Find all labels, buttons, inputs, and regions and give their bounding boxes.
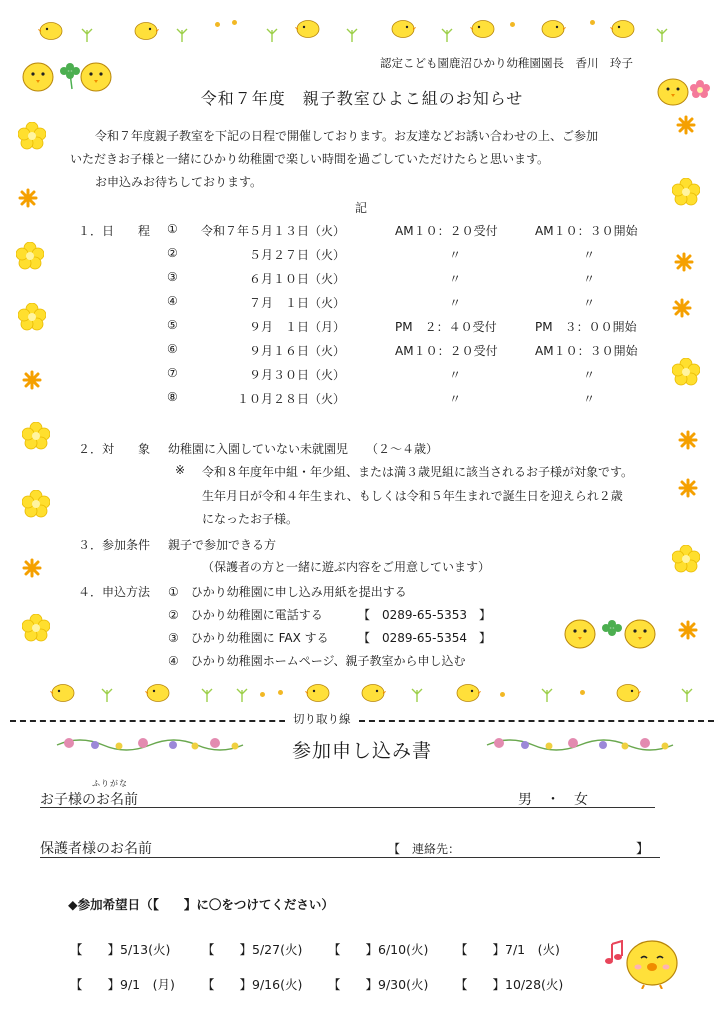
- star-flower-icon: [678, 620, 698, 640]
- guardian-name-underline: [40, 857, 660, 858]
- child-name-underline: [40, 807, 655, 808]
- schedule-date: ５月２７日（火）: [248, 248, 345, 262]
- ki-mark: 記: [355, 201, 368, 215]
- singing-chick-icon: [622, 937, 682, 989]
- chick-icon: [145, 680, 171, 702]
- condition-label: ３．参加条件: [78, 538, 151, 552]
- dot-decoration: [510, 22, 515, 27]
- schedule-reception: AM１０：２０受付: [395, 224, 498, 238]
- date-option-9-30[interactable]: 【 】9/30(火): [328, 977, 429, 992]
- child-name-field[interactable]: [170, 786, 500, 806]
- schedule-reception: AM１０：２０受付: [395, 344, 498, 358]
- furigana-label: ふりがな: [92, 779, 128, 788]
- target-note-mark: ※: [175, 463, 186, 477]
- apply-method: ① ひかり幼稚園に申し込み用紙を提出する: [168, 585, 407, 599]
- dot-decoration: [260, 692, 265, 697]
- intro-paragraph: [70, 125, 670, 194]
- target-note: になったお子様。: [202, 512, 299, 526]
- schedule-num: ⑧: [167, 390, 178, 404]
- chick-icon: [305, 680, 331, 702]
- sprig-icon: [540, 686, 554, 702]
- chick-icon: [38, 18, 64, 40]
- target-label: ２．対 象: [78, 442, 151, 456]
- schedule-reception: 〃: [448, 296, 461, 310]
- child-name-label: お子様のお名前: [40, 792, 138, 808]
- schedule-date: １０月２８日（火）: [236, 392, 345, 406]
- schedule-reception: 〃: [448, 392, 461, 406]
- schedule-num: ⑦: [167, 366, 178, 380]
- schedule-date: ９月１６日（火）: [248, 344, 345, 358]
- flower-icon: [672, 545, 700, 573]
- dot-decoration: [232, 20, 237, 25]
- schedule-start: AM１０：３０開始: [535, 224, 638, 238]
- sprig-icon: [265, 26, 279, 42]
- star-flower-icon: [18, 188, 38, 208]
- chick-icon: [540, 16, 566, 38]
- schedule-reception: 〃: [448, 248, 461, 262]
- sprig-icon: [175, 26, 189, 42]
- schedule-start: 〃: [582, 248, 595, 262]
- schedule-date: 令和７年５月１３日（火）: [200, 224, 345, 238]
- star-flower-icon: [672, 298, 692, 318]
- preference-heading: ◆参加希望日（【 】に〇をつけてください）: [68, 897, 334, 912]
- apply-method: ④ ひかり幼稚園ホームページ、親子教室から申し込む: [168, 654, 466, 668]
- schedule-start: 〃: [582, 296, 595, 310]
- star-flower-icon: [676, 115, 696, 135]
- schedule-date: ６月１０日（火）: [248, 272, 345, 286]
- flower-icon: [16, 242, 44, 270]
- cut-line-label: 切り取り線: [285, 711, 359, 727]
- contact-field[interactable]: [465, 836, 630, 856]
- apply-method: ② ひかり幼稚園に電話する: [168, 608, 323, 622]
- condition-text: 親子で参加できる方: [168, 538, 277, 552]
- date-option-9-1[interactable]: 【 】9/1 (月): [70, 977, 175, 992]
- page-title: 令和７年度 親子教室ひよこ組のお知らせ: [200, 89, 524, 108]
- schedule-start: 〃: [582, 368, 595, 382]
- schedule-label: １．日 程: [78, 224, 151, 238]
- target-note: 令和８年度年中組・年少組、または満３歳児組に該当されるお子様が対象です。: [202, 465, 634, 479]
- chick-icon: [610, 16, 636, 38]
- schedule-num: ⑥: [167, 342, 178, 356]
- dot-decoration: [278, 690, 283, 695]
- sprig-icon: [680, 686, 694, 702]
- star-flower-icon: [678, 478, 698, 498]
- schedule-date: ９月 １日（月）: [248, 320, 345, 334]
- date-option-5-27[interactable]: 【 】5/27(火): [202, 942, 303, 957]
- schedule-start: 〃: [582, 272, 595, 286]
- schedule-num: ①: [167, 222, 178, 236]
- cut-line: [10, 720, 714, 722]
- schedule-start: 〃: [582, 392, 595, 406]
- schedule-num: ④: [167, 294, 178, 308]
- star-flower-icon: [22, 558, 42, 578]
- intro-line: 令和７年度親子教室を下記の日程で開催しております。お友達などお誘い合わせの上、ご参加: [95, 129, 599, 143]
- apply-method: ③ ひかり幼稚園に FAX する: [168, 631, 329, 645]
- date-option-6-10[interactable]: 【 】6/10(火): [328, 942, 429, 957]
- star-flower-icon: [678, 430, 698, 450]
- flower-icon: [22, 422, 50, 450]
- date-option-10-28[interactable]: 【 】10/28(火): [455, 977, 564, 992]
- schedule-date: ７月 １日（火）: [248, 296, 345, 310]
- target-note: 生年月日が令和４年生まれ、もしくは令和５年生まれで誕生日を迎えられ２歳: [202, 489, 623, 503]
- flower-icon: [18, 122, 46, 150]
- intro-line: お申込みお待ちしております。: [95, 175, 263, 189]
- schedule-num: ②: [167, 246, 178, 260]
- chick-icon: [50, 680, 76, 702]
- date-option-5-13[interactable]: 【 】5/13(火): [70, 942, 171, 957]
- dot-decoration: [580, 690, 585, 695]
- contact-label: 【 連絡先：: [388, 842, 461, 856]
- star-flower-icon: [22, 370, 42, 390]
- schedule-reception: 〃: [448, 272, 461, 286]
- date-option-7-1[interactable]: 【 】7/1 (火): [455, 942, 560, 957]
- gender-choice[interactable]: 男 ・ 女: [518, 792, 588, 808]
- flower-icon: [22, 490, 50, 518]
- sprig-icon: [235, 686, 249, 702]
- flower-icon: [672, 178, 700, 206]
- flower-icon: [672, 358, 700, 386]
- condition-note: （保護者の方と一緒に遊ぶ内容をご用意しています）: [202, 560, 491, 574]
- schedule-num: ③: [167, 270, 178, 284]
- sprig-icon: [200, 686, 214, 702]
- phone-number: 【 0289-65-5353 】: [358, 608, 492, 622]
- contact-bracket-close: 】: [636, 842, 650, 857]
- guardian-name-field[interactable]: [175, 836, 375, 856]
- date-option-9-16[interactable]: 【 】9/16(火): [202, 977, 303, 992]
- sprig-icon: [100, 686, 114, 702]
- schedule-date: ９月３０日（火）: [248, 368, 345, 382]
- chick-icon: [360, 680, 386, 702]
- organization-signature: 認定こども園鹿沼ひかり幼稚園園長 香川 玲子: [380, 56, 633, 70]
- dot-decoration: [215, 22, 220, 27]
- sprig-icon: [410, 686, 424, 702]
- schedule-start: AM１０：３０開始: [535, 344, 638, 358]
- schedule-reception: PM ２：４０受付: [395, 320, 497, 334]
- chick-icon: [470, 16, 496, 38]
- sprig-icon: [345, 26, 359, 42]
- form-title: 参加申し込み書: [291, 740, 432, 762]
- star-flower-icon: [674, 252, 694, 272]
- intro-line: いただきお子様と一緒にひかり幼稚園で楽しい時間を過ごしていただけたらと思います。: [70, 152, 550, 166]
- sprig-icon: [655, 26, 669, 42]
- apply-label: ４．申込方法: [78, 585, 151, 599]
- schedule-num: ⑤: [167, 318, 178, 332]
- flower-icon: [22, 614, 50, 642]
- schedule-start: PM ３：００開始: [535, 320, 637, 334]
- chicks-with-clover: [560, 612, 660, 656]
- chick-icon: [133, 18, 159, 40]
- dot-decoration: [590, 20, 595, 25]
- chick-icon: [615, 680, 641, 702]
- sprig-icon: [80, 26, 94, 42]
- guardian-name-label: 保護者様のお名前: [40, 841, 152, 857]
- target-text: 幼稚園に入園していない未就園児 （２～４歳）: [168, 442, 439, 456]
- dot-decoration: [500, 692, 505, 697]
- sprig-icon: [440, 26, 454, 42]
- flower-icon: [18, 303, 46, 331]
- fax-number: 【 0289-65-5354 】: [358, 631, 492, 645]
- chick-icon: [390, 16, 416, 38]
- schedule-reception: 〃: [448, 368, 461, 382]
- chick-icon: [455, 680, 481, 702]
- chick-icon: [295, 16, 321, 38]
